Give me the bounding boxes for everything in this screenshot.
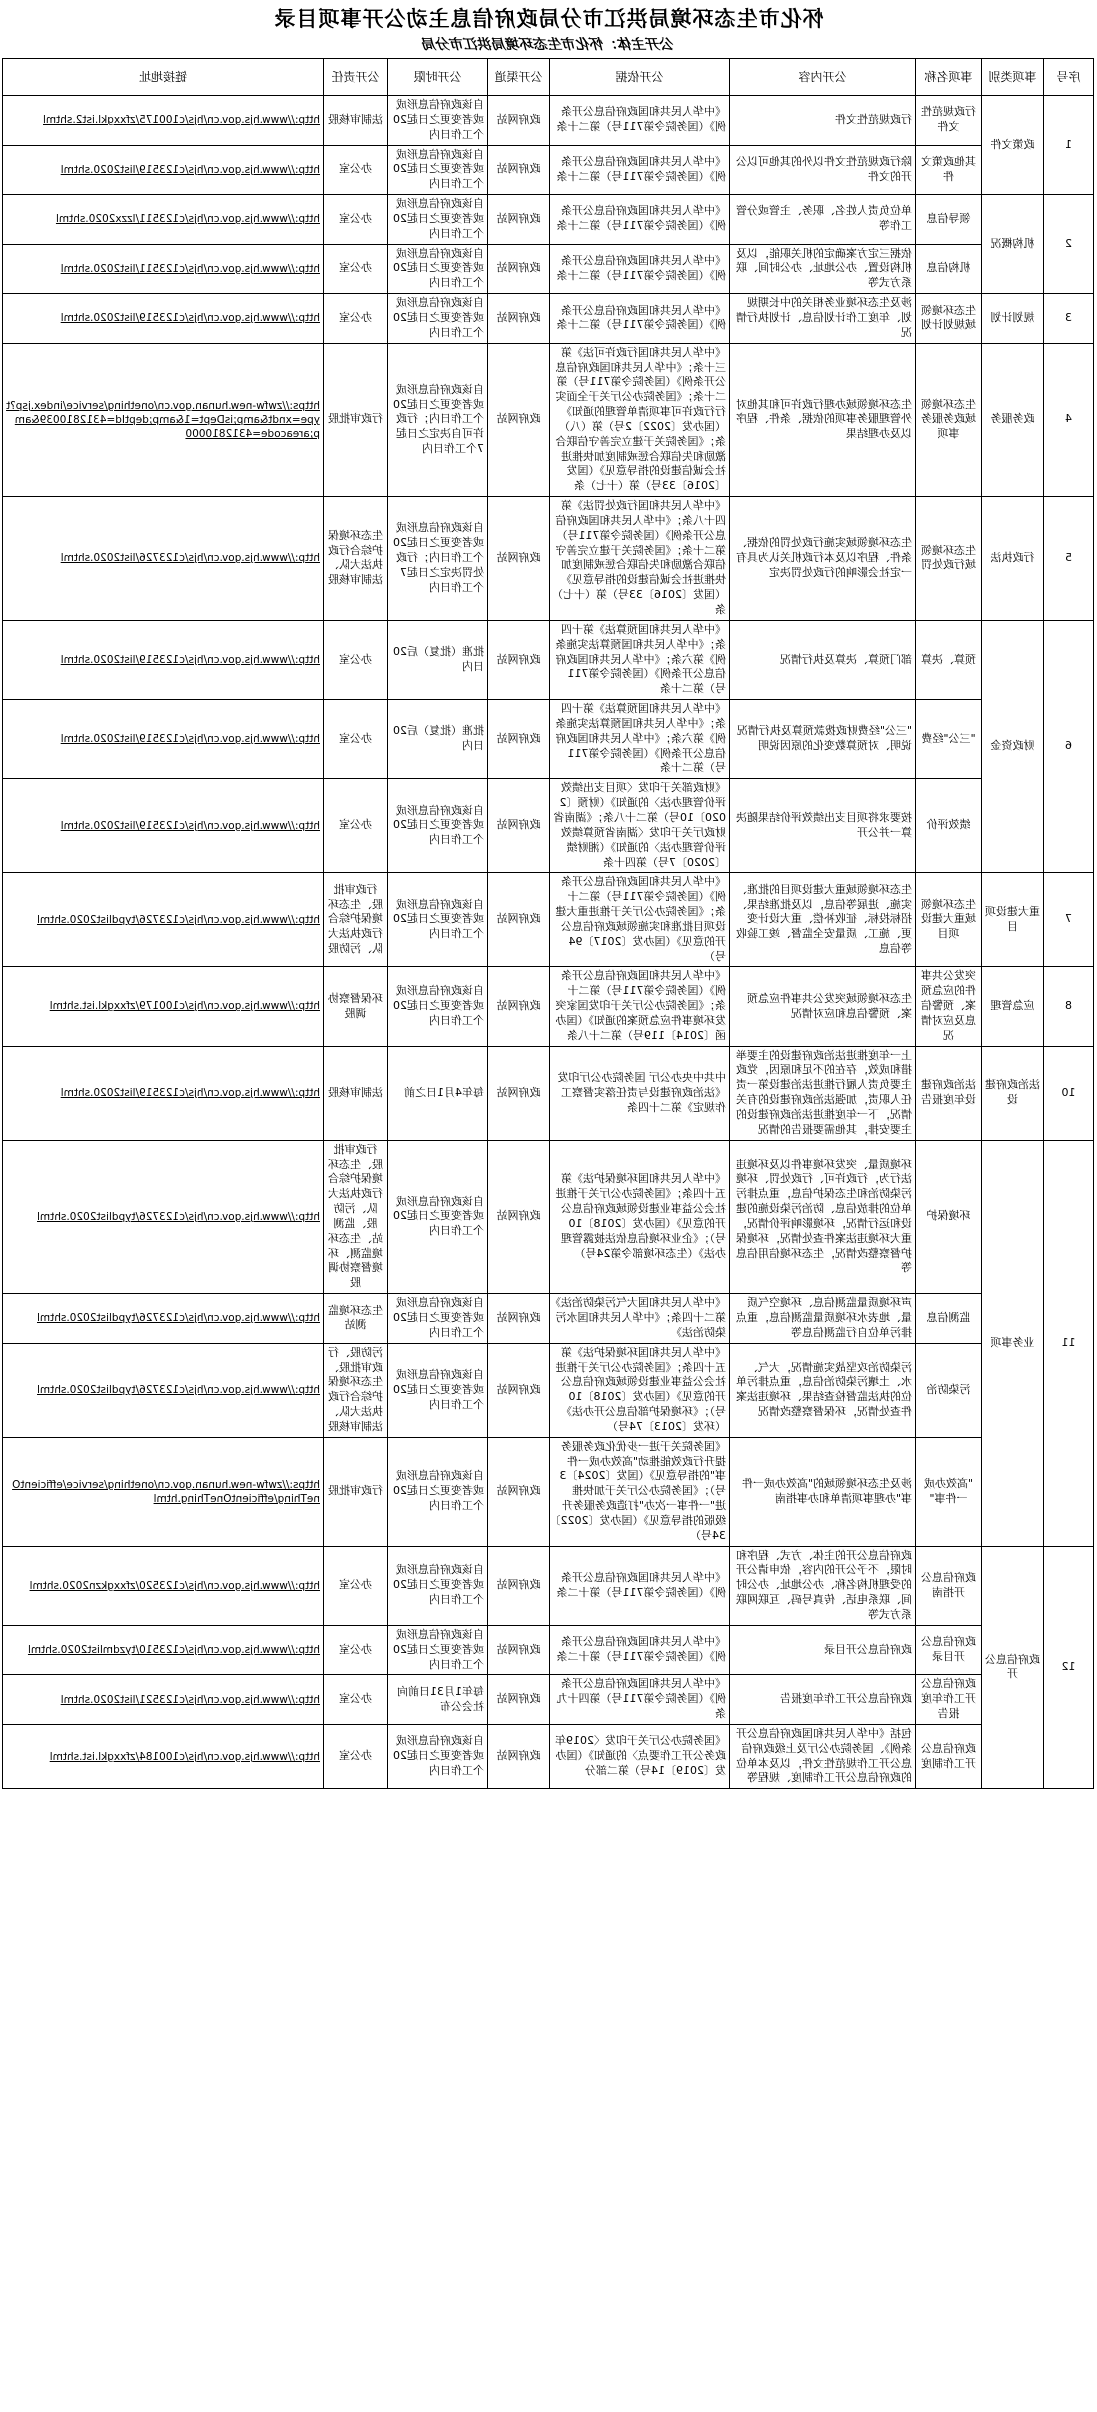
item-deadline-cell: 自该政府信息形成或者变更之日起20个工作日内 [388,1625,488,1675]
item-duty-cell: 行政审批股 [324,343,388,496]
item-content-cell: 涉及生态环境领域的"高效办成一件事"办理事项清单和办事指南 [730,1437,916,1546]
item-content-cell: 除行政规范性文件以外的其他可以公开的文件 [730,145,916,195]
item-no-cell: 12 [1044,1546,1094,1789]
item-basis-cell: 《中华人民共和国政府信息公开条例》（国务院令第711号）第十二条 [550,1625,730,1675]
item-channel-cell: 政府网站 [488,244,550,294]
header-deadline: 公开时限 [388,59,488,96]
table-row [3,497,1094,621]
item-category-cell: 重大建设项目 [982,873,1044,967]
item-category-cell: 政务服务 [982,343,1044,496]
item-channel-cell: 政府网站 [488,1625,550,1675]
item-name-cell: 机构信息 [916,244,982,294]
item-name-cell: 行政规范性文件 [916,96,982,146]
item-duty-cell: 法制审核股 [324,96,388,146]
item-deadline-cell: 自该政府信息形成或者变更之日起20个工作日内 [388,244,488,294]
item-duty-cell: 办公室 [324,244,388,294]
item-link-cell[interactable]: http://www.hjs.gov.cn/hjs/c123726/list2020.shtml [3,497,324,621]
table-row [3,620,1094,699]
item-category-cell: 行政执法 [982,497,1044,621]
item-deadline-cell: 自该政府信息形成或者变更之日起20个工作日内；行政处罚决定之日起7个工作日内 [388,497,488,621]
page-subtitle: 公开主体：怀化市生态环境局洪江市分局 [422,37,675,53]
item-channel-cell: 政府网站 [488,1675,550,1725]
item-content-cell: 政府信息公开目录 [730,1625,916,1675]
table-header-row [3,59,1094,96]
item-no-cell: 5 [1044,497,1094,621]
item-basis-cell: 《中华人民共和国政府信息公开条例》（国务院令第711号）第二十条 [550,145,730,195]
item-duty-cell: 办公室 [324,1724,388,1788]
header-basis: 公开依据 [550,59,730,96]
item-duty-cell: 办公室 [324,1675,388,1725]
item-name-cell: 绩效评价 [916,779,982,873]
header-duty: 公开责任 [324,59,388,96]
item-link-cell[interactable]: http://www.hjs.gov.cn/hjs/c123511/list2020.shtml [3,244,324,294]
item-duty-cell: 污防股、行政审批股、生态环境保护综合行政执法大队、法制审核股 [324,1343,388,1437]
item-duty-cell: 办公室 [324,1625,388,1675]
item-duty-cell: 办公室 [324,195,388,245]
header-link: 链接地址 [3,59,324,96]
item-duty-cell: 法制审核股 [324,1046,388,1140]
item-no-cell: 10 [1044,1046,1094,1140]
item-category-cell: 政策文件 [982,96,1044,195]
item-link-cell[interactable]: http://www.hjs.gov.cn/hjs/c123511/lzzx2020.shtml [3,195,324,245]
item-content-cell: 涉及生态环境业务相关的中长期规划、年度工作计划信息、计划执行情况 [730,294,916,344]
item-deadline-cell: 自该政府信息形成或者变更之日起20个工作日内 [388,96,488,146]
item-basis-cell: 《中华人民共和国环境保护法》第五十四条；《国务院办公厅关于推进社会公益事业建设领域政府信息公开的意见》（国办发〔2018〕10号）；《环境保护部信息公开办法》（环发〔2013〕74号） [550,1343,730,1437]
header-content: 公开内容 [730,59,916,96]
item-deadline-cell: 批准（批复）后20日内 [388,620,488,699]
item-name-cell: 环境保护 [916,1140,982,1293]
item-basis-cell: 《中华人民共和国政府信息公开条例》（国务院令第711号）第二十条 [550,96,730,146]
table-row [3,145,1094,195]
header-channel: 公开渠道 [488,59,550,96]
item-link-cell[interactable]: http://www.hjs.gov.cn/hjs/c123519/list2020.shtml [3,779,324,873]
item-deadline-cell: 自该政府信息形成或者变更之日起20个工作日内；行政许可自决定之日起7个工作日内 [388,343,488,496]
table-row [3,1294,1094,1344]
item-no-cell: 3 [1044,294,1094,344]
item-category-cell: 规划计划 [982,294,1044,344]
item-duty-cell: 办公室 [324,620,388,699]
table-row [3,1343,1094,1437]
item-content-cell: 上一年度推进法治政府建设的主要举措和成效，存在的不足和原因，党政主要负责人履行推进法治建设第一责任人职责，加强法治政府建设的有关情况，下一年度推进法治政府建设的主要安排，其他需要报告的情况 [730,1046,916,1140]
header-category: 事项类别 [982,59,1044,96]
item-name-cell: "三公"经费 [916,700,982,779]
item-link-cell[interactable]: http://www.hjs.gov.cn/hjs/c100184/zfxxgkl.ist.shtml [3,1724,324,1788]
item-channel-cell: 政府网站 [488,96,550,146]
item-basis-cell: 《中华人民共和国政府信息公开条例》（国务院令第711号）第四十九条 [550,1675,730,1725]
item-channel-cell: 政府网站 [488,343,550,496]
item-duty-cell: 行政审批股 [324,1437,388,1546]
item-channel-cell: 政府网站 [488,195,550,245]
item-deadline-cell: 自该政府信息形成或者变更之日起20个工作日内 [388,145,488,195]
item-channel-cell: 政府网站 [488,779,550,873]
item-deadline-cell: 自该政府信息形成或者变更之日起20个工作日内 [388,1294,488,1344]
item-basis-cell: 《中华人民共和国政府信息公开条例》（国务院令第711号）第二十条 [550,294,730,344]
table-row [3,343,1094,496]
item-channel-cell: 政府网站 [488,967,550,1046]
item-channel-cell: 政府网站 [488,1437,550,1546]
item-duty-cell: 办公室 [324,1546,388,1625]
item-name-cell: 生态环境领域政务服务事项 [916,343,982,496]
item-name-cell: 生态环境领域规划计划 [916,294,982,344]
item-deadline-cell: 自该政府信息形成或者变更之日起20个工作日内 [388,873,488,967]
item-category-cell: 机构概况 [982,195,1044,294]
item-name-cell: 法治政府建设年度报告 [916,1046,982,1140]
item-deadline-cell: 自该政府信息形成或者变更之日起20个工作日内 [388,779,488,873]
item-link-cell[interactable]: http://www.hjs.gov.cn/hjs/c123519/list2020.shtml [3,620,324,699]
item-name-cell: 政府信息公开工作年度报告 [916,1675,982,1725]
item-channel-cell: 政府网站 [488,1724,550,1788]
item-link-cell[interactable]: http://www.hjs.gov.cn/hjs/c123726/typdlist2020.shtml [3,1343,324,1437]
item-channel-cell: 政府网站 [488,1140,550,1293]
item-basis-cell: 《中华人民共和国政府信息公开条例》（国务院令第711号）第二十条 [550,244,730,294]
item-content-cell: 政府信息公开的主体、方式、程序和时限，不予公开的内容，依申请公开的受理机构名称、办公地址、办公时间、联系电话、传真号码、互联网联系方式等 [730,1546,916,1625]
item-channel-cell: 政府网站 [488,700,550,779]
item-name-cell: 监测信息 [916,1294,982,1344]
item-duty-cell: 行政审批股、生态环境保护综合行政执法大队、污防股、监测站、生态环境监测、环境督察协调股 [324,1140,388,1293]
table-row [3,1675,1094,1725]
item-basis-cell: 《中华人民共和国预算法》第十四条；《中华人民共和国预算法实施条例》第六条；《中华人民共和国政府信息公开条例》（国务院令第711号）第二十条 [550,620,730,699]
item-deadline-cell: 自该政府信息形成或者变更之日起20个工作日内 [388,1140,488,1293]
item-content-cell: 生态环境领域重大建设项目的批准、实施、进展等信息，以及批准结果、招标投标、征收补偿、重大设计变更、施工、质量安全监督、竣工验收等信息 [730,873,916,967]
item-link-cell[interactable]: http://www.hjs.gov.cn/hjs/c123520/zfxxgkzn2020.shtml [3,1546,324,1625]
table-row [3,779,1094,873]
item-content-cell: 生态环境领域突发公共事件应急预案、预警信息和应对情况 [730,967,916,1046]
item-basis-cell: 《中华人民共和国环境保护法》第五十四条；《国务院办公厅关于推进社会公益事业建设领域政府信息公开的意见》（国办发〔2018〕10号）；《企业环境信息依法披露管理办法》（生态环境部令第24号） [550,1140,730,1293]
table-row [3,195,1094,245]
item-channel-cell: 政府网站 [488,497,550,621]
item-category-cell: 应急管理 [982,967,1044,1046]
item-deadline-cell: 自该政府信息形成或者变更之日起20个工作日内 [388,1724,488,1788]
item-link-cell[interactable]: https://zwfw-new.hunan.gov.cn/onething/service/efficientOneThing/efficientOneThing.html [3,1437,324,1546]
item-name-cell: 其他政策文件 [916,145,982,195]
item-name-cell: "高效办成一件事" [916,1437,982,1546]
item-deadline-cell: 自该政府信息形成或者变更之日起20个工作日内 [388,1343,488,1437]
item-deadline-cell: 每年4月1日之前 [388,1046,488,1140]
item-channel-cell: 政府网站 [488,145,550,195]
item-basis-cell: 《中华人民共和国政府信息公开条例》（国务院令第711号）第二十条；《国务院办公厅关于推进重大建设项目批准和实施领域政府信息公开的意见》（国办发〔2017〕94号） [550,873,730,967]
table-row [3,967,1094,1046]
item-link-cell[interactable]: http://www.hjs.gov.cn/hjs/c123519/list2020.shtml [3,145,324,195]
item-basis-cell: 中共中央办公厅 国务院办公厅印发《法治政府建设与责任落实督察工作规定》第二十四条 [550,1046,730,1140]
item-channel-cell: 政府网站 [488,620,550,699]
item-link-cell[interactable]: http://www.hjs.gov.cn/hjs/c123519/list2020.shtml [3,1046,324,1140]
item-link-cell[interactable]: http://www.hjs.gov.cn/hjs/c100179/zfxxgkl.ist.shtml [3,967,324,1046]
disclosure-catalog-table [2,58,1094,1789]
item-link-cell[interactable]: http://www.hjs.gov.cn/hjs/c123726/typdlist2020.shtml [3,873,324,967]
table-row [3,1724,1094,1788]
table-row [3,1625,1094,1675]
item-duty-cell: 办公室 [324,779,388,873]
item-basis-cell: 《中华人民共和国行政处罚法》第四十八条；《中华人民共和国政府信息公开条例》（国务院令第711号）第二十条；《国务院关于建立完善守信联合激励和失信联合惩戒制度加快推进社会诚信建设的指导意见》（国发〔2016〕33号）第（十七）条 [550,497,730,621]
item-content-cell: 政府信息公开工作年度报告 [730,1675,916,1725]
item-content-cell: 部门预算、决算及执行情况 [730,620,916,699]
item-deadline-cell: 自该政府信息形成或者变更之日起20个工作日内 [388,294,488,344]
item-duty-cell: 办公室 [324,700,388,779]
item-content-cell: 环境质量、突发环境事件以及环境违法行为，行政许可、行政处罚、环境污染防治和生态保护信息，重点排污单位的排放信息、防治污染设施的建设和运行情况，环境影响评价情况，重大环境违法案件查处情况，环境保护督察整改情况，生态环境信用信息等 [730,1140,916,1293]
item-channel-cell: 政府网站 [488,294,550,344]
table-row [3,1437,1094,1546]
item-content-cell: 生态环境领域办理行政许可和其他对外管理服务事项的依据、条件、程序以及办理结果 [730,343,916,496]
item-no-cell: 2 [1044,195,1094,294]
item-duty-cell: 行政审批股、生态环境保护综合行政执法大队、污防股 [324,873,388,967]
item-content-cell: 按要求将项目支出绩效评价结果随决算一并公开 [730,779,916,873]
page-title: 怀化市生态环境局洪江市分局政府信息主动公开事项目录 [273,7,824,31]
header-no: 序号 [1044,59,1094,96]
item-basis-cell: 《中华人民共和国政府信息公开条例》（国务院令第711号）第二十条 [550,195,730,245]
table-row [3,294,1094,344]
item-duty-cell: 环保督察协调股 [324,967,388,1046]
item-deadline-cell: 批准（批复）后20日内 [388,700,488,779]
item-deadline-cell: 自该政府信息形成或者变更之日起20个工作日内 [388,1437,488,1546]
item-basis-cell: 《财政部关于印发〈项目支出绩效评价管理办法〉的通知》（财预〔2020〕10号）第二十八条；《湖南省财政厅关于印发〈湖南省预算绩效评价管理办法〉的通知》（湘财绩〔2020〕7号）第四十条 [550,779,730,873]
item-category-cell: 法治政府建设 [982,1046,1044,1140]
item-category-cell: 政府信息公开 [982,1546,1044,1789]
item-link-cell[interactable]: http://www.hjs.gov.cn/hjs/c100175/zfxxgkl.ist2.shtml [3,96,324,146]
item-basis-cell: 《中华人民共和国政府信息公开条例》（国务院令第711号）第十二条 [550,1546,730,1625]
item-name-cell: 政府信息公开工作制度 [916,1724,982,1788]
item-content-cell: 污染防治攻坚战实施情况，大气、水、土壤污染防治信息，重点排污单位的执法监督检查结果、环境违法案件查处情况，环保督察整改情况 [730,1343,916,1437]
item-name-cell: 突发公共事件的应急预案、预警信息及应对情况 [916,967,982,1046]
item-link-cell[interactable]: http://www.hjs.gov.cn/hjs/c123519/list2020.shtml [3,294,324,344]
header-name: 事项名称 [916,59,982,96]
item-link-cell[interactable]: http://www.hjs.gov.cn/hjs/c123510/tyzdmlist2020.shtml [3,1625,324,1675]
item-name-cell: 预算、决算 [916,620,982,699]
item-content-cell: 行政规范性文件 [730,96,916,146]
item-category-cell: 财政资金 [982,620,1044,873]
item-deadline-cell: 自该政府信息形成或者变更之日起20个工作日内 [388,967,488,1046]
table-row [3,873,1094,967]
item-link-cell[interactable]: http://www.hjs.gov.cn/hjs/c123726/typdlist2020.shtml [3,1294,324,1344]
item-basis-cell: 《国务院办公厅关于印发〈2019年政务公开工作要点〉的通知》（国办发〔2019〕14号）第二部分 [550,1724,730,1788]
item-link-cell[interactable]: http://www.hjs.gov.cn/hjs/c123726/typdlist2020.shtml [3,1140,324,1293]
item-duty-cell: 生态环境保护综合行政执法大队、法制审核股 [324,497,388,621]
item-channel-cell: 政府网站 [488,1343,550,1437]
item-duty-cell: 办公室 [324,294,388,344]
item-content-cell: 单位负责人姓名、职务、主管或分管工作等 [730,195,916,245]
item-no-cell: 7 [1044,873,1094,967]
item-link-cell[interactable]: https://zwfw-new.hunan.gov.cn/onething/service/index.jsp?type=xndt&amp;isDept=1&amp;deptId=4312810039&amp;areacode=4312810000 [3,343,324,496]
item-deadline-cell: 自该政府信息形成或者变更之日起20个工作日内 [388,195,488,245]
item-link-cell[interactable]: http://www.hjs.gov.cn/hjs/c123521/list2020.shtml [3,1675,324,1725]
item-content-cell: 生态环境领域实施行政处罚的依据、条件、程序以及本行政机关认为具有一定社会影响的行政处罚决定 [730,497,916,621]
table-row [3,700,1094,779]
item-no-cell: 4 [1044,343,1094,496]
item-no-cell: 6 [1044,620,1094,873]
item-basis-cell: 《中华人民共和国大气污染防治法》第二十四条；《中华人民共和国水污染防治法》 [550,1294,730,1344]
item-name-cell: 领导信息 [916,195,982,245]
item-name-cell: 污染防治 [916,1343,982,1437]
item-duty-cell: 生态环境监测站 [324,1294,388,1344]
item-channel-cell: 政府网站 [488,1546,550,1625]
item-link-cell[interactable]: http://www.hjs.gov.cn/hjs/c123519/list2020.shtml [3,700,324,779]
item-content-cell: 包括《中华人民共和国政府信息公开条例》、国务院办公厅及上级政府信息公开工作规范性文件，以及本单位的政府信息公开工作制度、规程等 [730,1724,916,1788]
item-channel-cell: 政府网站 [488,873,550,967]
item-no-cell: 11 [1044,1140,1094,1546]
item-channel-cell: 政府网站 [488,1294,550,1344]
item-no-cell: 8 [1044,967,1094,1046]
item-deadline-cell: 每年1月31日前向社会公布 [388,1675,488,1725]
item-basis-cell: 《国务院关于进一步优化政务服务提升行政效能推动"高效办成一件事"的指导意见》（国发〔2024〕3号）；《国务院办公厅关于加快推进"一件事一次办"打造政务服务升级版的指导意见》（国办发〔2022〕34号） [550,1437,730,1546]
item-duty-cell: 办公室 [324,145,388,195]
item-basis-cell: 《中华人民共和国行政许可法》第三十条；《中华人民共和国政府信息公开条例》（国务院令第711号）第二十条；《国务院办公厅关于全面实行行政许可事项清单管理的通知》（国办发〔2022〕2号）第（八）条；《国务院关于建立完善守信联合激励和失信联合惩戒制度加快推进社会诚信建设的指导意见》（国发〔2016〕33号）第（十七）条 [550,343,730,496]
item-name-cell: 政府信息公开目录 [916,1625,982,1675]
item-no-cell: 1 [1044,96,1094,195]
item-content-cell: 依据三定方案确定的机关职能，以及机构设置、办公地址、办公时间、联系方式等 [730,244,916,294]
item-basis-cell: 《中华人民共和国政府信息公开条例》（国务院令第711号）第二十条；《国务院办公厅关于印发国家突发环境事件应急预案的通知》（国办函〔2014〕119号）第二十八条 [550,967,730,1046]
table-body [3,96,1094,1789]
table-row [3,96,1094,146]
item-name-cell: 生态环境领域重大建设项目 [916,873,982,967]
table-row [3,1546,1094,1625]
item-basis-cell: 《中华人民共和国预算法》第十四条；《中华人民共和国预算法实施条例》第六条；《中华人民共和国政府信息公开条例》（国务院令第711号）第二十条 [550,700,730,779]
item-name-cell: 政府信息公开指南 [916,1546,982,1625]
table-row [3,244,1094,294]
table-row [3,1046,1094,1140]
item-name-cell: 生态环境领域行政处罚 [916,497,982,621]
item-category-cell: 业务事项 [982,1140,1044,1546]
item-deadline-cell: 自该政府信息形成或者变更之日起20个工作日内 [388,1546,488,1625]
item-channel-cell: 政府网站 [488,1046,550,1140]
item-content-cell: "三公"经费财政拨款预算及执行情况说明、对预算数变化的原因说明 [730,700,916,779]
item-content-cell: 声环境质量监测信息、环境空气质量、地表水环境质量监测信息，重点排污单位自行监测信息等 [730,1294,916,1344]
table-row [3,1140,1094,1293]
